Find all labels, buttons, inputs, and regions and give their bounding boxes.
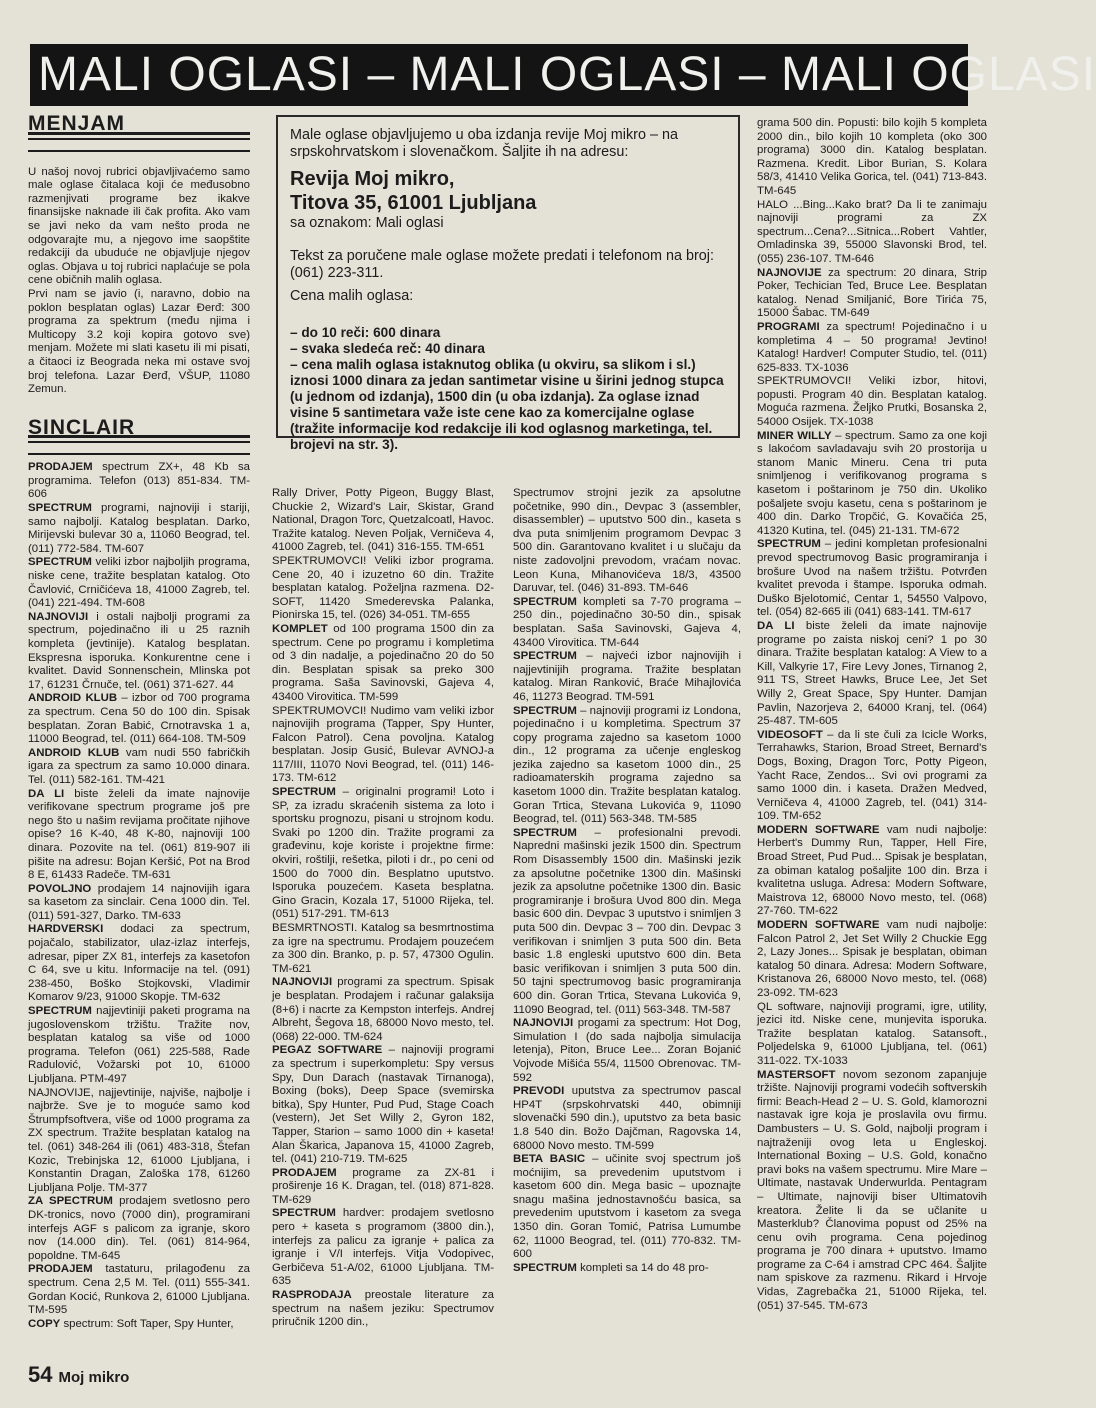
address-line-2: Titova 35, 61001 Ljubljana (290, 192, 537, 214)
classified-ad: RASPRODAJA preostale literature za spectrum na našem jeziku: Spectrumov priručnik 1200 din., (272, 1289, 494, 1329)
page-number: 54 (28, 1362, 53, 1387)
menjam-heading: MENJAM (28, 117, 250, 135)
sinclair-rules (28, 441, 250, 455)
classified-ad: SPECTRUM hardver: prodajem svetlosno pero + kaseta s programom (3800 din.), interfejs za palicu za igranje + palica za igranje i V/I interfejs. Vitja Vodopivec, Gerbičeva 51-A/02, 61000 Ljubljana. TM-635 (272, 1207, 494, 1288)
classified-ad: MODERN SOFTWARE vam nudi najbolje: Falcon Patrol 2, Jet Set Willy 2 Chuckie Egg 2, Lazy Jones... Spisak je besplatan, obiman katalog 50 dinara. Adresa: Modern Software, Kristanova 26, 68000 Novo mesto, tel. (068) 23-092. TM-623 (757, 919, 987, 999)
classified-ad: SPECTRUM kompleti sa 7-70 programa – 250 din., pojedinačno 30-50 din., spisak besplatan. Saša Savinovski, Gajeva 4, 43400 Virovitica. TM-644 (513, 595, 741, 649)
classified-ad: grama 500 din. Popusti: bilo kojih 5 kompleta 2000 din., bilo kojih 10 kompleta (oko 300 programa) 3000 din. Katalog besplatan. Razmena. Kredit. Libor Burian, S. Kolara 58/3, 41410 Velika Gorica, tel. (041) 713-843. TM-645 (757, 117, 987, 197)
classified-ad: BETA BASIC – učinite svoj spectrum još moćnijim, sa prevedenim uputstvom i kasetom 600 din. Mega basic – upoznajte snagu mašina jednostavnošću basica, sa prevedenim uputstvom i kasetom za svega 1350 din. Goran Tomić, Patrisa Lumumbe 62, 11000 Beograd, tel. (011) 770-832. TM-600 (513, 1153, 742, 1261)
price-line: – do 10 reči: 600 dinara (290, 325, 441, 340)
classified-ad: MODERN SOFTWARE vam nudi najbolje: Herbert's Dummy Run, Tapper, Hell Fire, Broad Street, Pud Pud... Spisak je besplatan, za obiman katalog pošaljite 100 din. Brza i kvalitetna usluga. Adresa: Modern Software, Maistrova 12, 68000 Novo mesto, tel. (068) 27-760. TM-622 (757, 823, 987, 918)
address-mark: sa oznakom: Mali oglasi (290, 215, 444, 231)
classified-ad: SPECTRUM – najveći izbor najnovijih i najjevtinijih programa. Tražite besplatan katalog. Miran Ranković, Braće Mihajlovića 46, 11273 Beograd. TM-591 (513, 650, 741, 703)
classified-ad: DA LI biste želeli da imate najnovije programe po zaista niskoj ceni? 1 po 30 dinara. Tražite besplatan katalog: A View to a Kill, Valkyrie 17, Fire Levy Jones, Tirnanog 2, 911 TS, Street Hawks, Bruce Lee, Jet Set Willy 2, Great Space, Spy Hunter. Damjan Pavlin, Nazorjeva 2, 64000 Kranj, tel. (064) 25-487. TM-605 (757, 619, 987, 728)
classified-ad: SPECTRUM – originalni programi! Loto i SP, za izradu skraćenih sistema za loto i sportsku prognozu, pisani u strojnom kodu. Svaki po 1200 din. Tražite programi za građevinu, koje koriste i projektne firme: okviri, roštilji, rešetka, piloti i dr., po ceni od 1500 do 7000 din. Besplatno uputstvo. Isporuka pouzećem. Kaseta besplatna. Gino Gracin, Kozala 17, 51000 Rijeka, tel. (051) 517-291. TM-613 (272, 786, 494, 921)
classified-ad: PRODAJEM tastaturu, prilagođenu za spectrum. Cena 2,5 M. Tel. (011) 555-341. Gordan Kocić, Runkova 2, 61000 Ljubljana. TM-595 (28, 1263, 250, 1317)
column-3 (513, 487, 741, 1357)
menjam-paragraph: U našoj novoj rubrici objavljivaćemo samo male oglase čitalaca koji će međusobno razmenjivati programe bez ikakve finansijske naknade ili čak profita. Ako vam se javi neko da vam nešto proda ne odgovarajte mu, a njegovo ime saopštite redakciji da ubuduće ne objavljuje njegov oglas. Objava u toj rubrici naplaćuje se pola cene običnih malih oglasa. (28, 165, 250, 287)
classified-ad: SPECTRUM – jedini kompletan profesionalni prevod spectrumovog Basic programiranja i brošure Uvod na našem tržištu. Potvrđen kvalitet prevoda i štampe. Isporuka odmah. Duško Bjelotomić, Centar 1, 54550 Valpovo, tel. (054) 82-665 ili (041) 683-141. TM-617 (757, 538, 987, 619)
sinclair-heading: SINCLAIR (28, 421, 250, 439)
classified-ad: HALO ...Bing...Kako brat? Da li te zanimaju najnoviji programi za ZX spectrum...Cena?...Sitnica...Robert Vahtler, Omladinska 39, 55000 Slavonski Brod, tel. (055) 236-107. TM-646 (757, 198, 987, 265)
classified-ad: NAJNOVIJE za spectrum: 20 dinara, Strip Poker, Techician Ted, Bruce Lee. Besplatan katalog. Nenad Smiljanić, Bore Tirića 75, 15000 Šabac. TM-649 (757, 266, 987, 320)
price-line: – svaka sledeća reč: 40 dinara (290, 341, 485, 356)
classified-ad: Spectrumov strojni jezik za apsolutne početnike, 990 din., Devpac 3 (assembler, disassembler) – uputstvo 500 din., kaseta s dva puta snimljenim programom Devpac 3 500 din. Garantovano kvalitet i u slučaju da niste zadovoljni prevodom, vraćam novac. Leon Kuna, Mihanovićeva 18/3, 43500 Daruvar, tel. (046) 31-893. TM-646 (513, 487, 741, 595)
classified-ad: PROGRAMI za spectrum! Pojedinačno i u kompletima 4 – 50 programa! Jevtino! Katalog! Hardver! Computer Studio, tel. (011) 625-833. TX-1036 (757, 320, 987, 374)
classified-ad: SPECTRUM veliki izbor najboljih programa, niske cene, tražite besplatan katalog. Oto Čavlović, Crničićeva 18, 41000 Zagreb, tel. (041) 221-494. TM-608 (28, 556, 250, 610)
menjam-paragraph: Prvi nam se javio (i, naravno, dobio na poklon besplatan oglas) Lazar Đerđ: 300 programa za spektrum (među njima i Multicopy 3.2 koji kopira gotovo sve) menjam. Možete mi slati kasetu ili mi pisati, a čitaoci iz Beograda neka mi ostave svoj broj telefona. Lazar Đerđ, VŠUP, 11080 Zemun. (28, 287, 250, 396)
classified-ad: PRODAJEM spectrum ZX+, 48 Kb sa programima. Telefon (013) 851-834. TM-606 (28, 461, 250, 501)
classified-ad: SPEKTRUMOVCI! Veliki izbor, hitovi, popusti. Program 40 din. Besplatan katalog. Moguća razmena. Željko Prutki, Bosanska 2, 54000 Osijek. TX-1038 (757, 375, 987, 429)
page-footer (28, 1362, 129, 1388)
page-banner: MALI OGLASI – MALI OGLASI – MALI OGLASI (30, 44, 968, 106)
classified-ad: PREVODI uputstva za spectrumov pascal HP4T (srpskohrvatski 440, obimniji slovenački 590 din.), uputstvo za beta basic 1.8 540 din. Božo Dajčman, Ragovska 14, 68000 Novo mesto. TM-599 (513, 1085, 741, 1152)
classified-ad: NAJNOVIJE, najjevtinije, najviše, najbolje i najbrže. Sve je to moguće samo kod Štrumpfsoftvera, više od 1000 programa za ZX spectrum. Tražite besplatan katalog na tel. (061) 348-264 ili (061) 483-318, Štefan Kozic, Trebinjska 12, 61000 Ljubljana, i Konstantin Dragan, Zaloška 178, 61260 Ljubljana Polje. TM-377 (28, 1086, 250, 1194)
info-box (276, 115, 740, 452)
magazine-name: Moj mikro (58, 1369, 130, 1386)
classified-ad: NAJNOVIJI programi za spectrum. Spisak je besplatan. Prodajem i računar galaksija (8+6) i nacrte za Kempston interfejs. Andrej Albreht, Šegova 18, 68000 Novo mesto, tel. (068) 22-000. TM-624 (272, 976, 494, 1043)
classified-ad: COPY spectrum: Soft Taper, Spy Hunter, (28, 1317, 234, 1330)
classified-ad: PEGAZ SOFTWARE – najnoviji programi za spectrum i superkompletu: Spy versus Spy, Dun Darach (nastavak Tirnanoga), Boxing (boks), Deep Space (svemirska bitka), Spy Hunter, Pud Pud, Stage Coach (vestern), Jet Set Willy 2, Gyron 182, Tapper, Starion – samo 1000 din + kaseta! Alan Škarica, Japanova 15, 41000 Zagreb, tel. (041) 210-719. TM-625 (272, 1044, 494, 1166)
classified-ad: HARDVERSKI dodaci za spectrum, pojačalo, stabilizator, ulaz-izlaz interfejs, adresar, piper ZX 81, interfejs za kasetofon C 64, sve u kitu. Informacije na tel. (091) 238-450, Boško Stojkovski, Vladimir Komarov 9/23, 91000 Skopje. TM-632 (28, 923, 250, 1004)
classified-ad: POVOLJNO prodajem 14 najnovijih igara sa kasetom za sinclair. Cena 1000 din. Tel. (011) 591-327, Darko. TM-633 (28, 882, 250, 922)
classified-ad: SPECTRUM najjevtiniji paketi programa na jugoslovenskom tržištu. Tražite nov, besplatan katalog sa više od 1000 programa. Telefon (061) 225-588, Rade Radulović, Vožarski pot 10, 61000 Ljubljana. PTM-497 (28, 1005, 250, 1085)
classified-ad: KOMPLET od 100 programa 1500 din za spectrum. Cene po programu i kompletima od 3 din nadalje, a pojedinačno 20 do 50 din. Besplatan spisak sa preko 300 programa. Saša Savinovski, Gajeva 4, 43400 Virovitica. TM-599 (272, 622, 494, 703)
classified-ad: MASTERSOFT novom sezonom zapanjuje tržište. Najnoviji programi vodećih softverskih firmi: Beach-Head 2 – U. S. Gold, klamorozni nastavak igre koja je proslavila ovu firmu. Dambusters – U. S. Gold, najbolji program i najtraženiji ovog leta u Engleskoj. International Boxing – U.S. Gold, konačno pravi boks na vašem spectrumu. Mire Mare – Ultimate, nastavak Underwurlda. Pentagram – Ultimate, najnoviji biser Ultimatovih kreatora. Želite li da se učlanite u Masterklub? Članovima popust od 25% na cenu ovih programa. Cena pojedinog programa je 700 dinara + uputstvo. Imamo programe za C-64 i amstrad CPC 464. Šaljite nam spiskove za razmenu. Rikard i Hrvoje Vidas, Zagrebačka 21, 51000 Rijeka, tel. (051) 37-545. TM-673 (757, 1068, 987, 1312)
classified-ad: QL software, najnoviji programi, igre, utility, jezici itd. Niske cene, munjevita isporuka. Tražite besplatan katalog. Satansoft., Poljedelska 9, 61000 Ljubljana, tel. (061) 311-022. TX-1033 (757, 1000, 987, 1067)
menjam-rules (28, 138, 250, 152)
classified-ad: NAJNOVIJI i ostali najbolji programi za spectrum, pojedinačno ili u 25 raznih kompleta (jevtinije). Katalog besplatan. Ekspresna isporuka. Konkurentne cene i kvalitet. David Sonnenschein, Mlinska pot 17, 61231 Črnuče, tel. (061) 371-627. 44 (28, 610, 250, 691)
classified-ad: BESMRTNOSTI. Katalog sa besmrtnostima za igre na spectrumu. Prodajem pouzećem za 300 din. Branko, p. p. 57, 47300 Ogulin. TM-621 (272, 922, 494, 975)
classified-ad: VIDEOSOFT – da li ste čuli za Icicle Works, Terrahawks, Starion, Broad Street, Bernard's Dogs, Boxing, Dragon Torc, Potty Pigeon, Yacht Race, Zendos... Svi ovi programi za samo 1000 din. i kaseta. Dražen Medved, Verničeva 4, 41000 Zagreb, tel. (041) 314-109. TM-652 (757, 728, 987, 823)
classified-ad: SPEKTRUMOVCI! Veliki izbor programa. Cene 20, 40 i izuzetno 60 din. Tražite besplatan katalog. Poželjna razmena. D2-SOFT, 11420 Smederevska Palanka, Pionirska 15, tel. (026) 34-051. TM-655 (272, 554, 494, 622)
classified-ad: SPECTRUM – najnoviji programi iz Londona, pojedinačno i u kompletima. Spectrum 37 copy programa zajedno sa kasetom 1000 din., 12 programa za učenje engleskog jezika zajedno sa kasetom 1000 din., 25 radioamaterskih programa zajedno sa kasetom 1000 din. Tražite besplatan katalog. Goran Trtica, Stevana Lukovića 9, 11090 Beograd, tel. (011) 563-348. TM-585 (513, 704, 741, 826)
classified-ad: Rally Driver, Potty Pigeon, Buggy Blast, Chuckie 2, Wizard's Lair, Skistar, Grand National, Dragon Torc, Quetzalcoatl, Havoc. Tražite katalog. Neven Poljak, Verničeva 4, 41000 Zagreb, tel. (041) 316-155. TM-651 (272, 487, 494, 554)
classified-ad: PRODAJEM programe za ZX-81 i proširenje 16 K. Dragan, tel. (018) 871-828. TM-629 (272, 1166, 494, 1206)
classified-ad: SPECTRUM programi, najnoviji i stariji, samo najbolji. Katalog besplatan. Darko, Mirijevski bulevar 30 a, 11060 Beograd, tel. (011) 772-584. TM-607 (28, 502, 250, 555)
phone-info: Tekst za poručene male oglase možete predati i telefonom na broj: (061) 223-311. (290, 248, 714, 281)
classified-ad: SPEKTRUMOVCI! Nudimo vam veliki izbor najnovijih programa (Tapper, Spy Hunter, Falcon Patrol). Cena povoljna. Katalog besplatan. Josip Gusić, Bulevar AVNOJ-a 117/III, 11070 Novi Beograd, tel. (011) 146-173. TM-612 (272, 704, 494, 785)
classified-ad: ANDROID KLUB – izbor od 700 programa za spectrum. Cena 50 do 100 din. Spisak besplatan. Zoran Babić, Crnotravska 1 a, 11000 Beograd, tel. (011) 664-108. TM-509 (28, 692, 250, 746)
address-line-1: Revija Moj mikro, (290, 168, 455, 190)
classified-ad: SPECTRUM kompleti sa 14 do 48 pro- (513, 1261, 709, 1274)
column-1 (28, 112, 250, 1357)
ad-list (28, 461, 250, 1331)
info-intro: Male oglase objavljujemo u oba izdanja revije Moj mikro – na srpskohrvatskom i slovenačkom. Šaljite ih na adresu: (290, 127, 678, 160)
classified-ad: DA LI biste želeli da imate najnovije verifikovane spectrum programe još pre nego što u našim revijama pročitate njihove opise? 16 K-40, 48 K-80, najnoviji 100 dinara. Pozovite na tel. (061) 819-907 ili pišite na adresu: Bojan Keršić, Pot na Brod 8 E, 61433 Radeče. TM-631 (28, 787, 250, 882)
column-2 (272, 487, 494, 1357)
classified-ad: SPECTRUM – profesionalni prevodi. Napredni mašinski jezik 1500 din. Spectrum Rom Disassembly 1500 din. Mašinski jezik za apsolutne početnike 1300 din. Mašinski jezik za apsolutne početnike 1300 din. Basic programiranje i brošura Uvod 800 din. Mega basic 600 din. Devpac 3 uputstvo i snimljen 3 puta 500 din. Devpac 3 – 700 din. Devpac 3 verifikovan i snimljen 3 puta 500 din. Beta basic 1.8 engleski uputstvo 600 din. Beta basic verifikovan i snimljen 3 puta 500 din. 50 tajni spectrumovog basic programiranja 600 din. Goran Trtica, Stevana Lukovića 9, 11090 Beograd, tel. (011) 563-348. TM-587 (513, 826, 741, 1016)
classified-ad: NAJNOVIJI progami za spectrum: Hot Dog, Simulation I (do sada najbolja simulacija letenja), Piton, Bruce Lee... Zoran Bojanić Vojvode Mišića 55/4, 11500 Obrenovac. TM-592 (513, 1017, 741, 1084)
classified-ad: MINER WILLY – spectrum. Samo za one koji s lakoćom savladavaju svih 20 prostorija u stanom Manic Mineru. Cena tri puta snimljenog i verifikovanog programa s kasetom i poštarinom je 750 din. Ukoliko pošaljete svoju kasetu, cena s poštarinom je 400 din. Darko Tropčić, G. Kovačića 25, 41320 Kutina, tel. (045) 21-131. TM-672 (757, 429, 988, 537)
price-heading: Cena malih oglasa: (290, 288, 414, 304)
classified-ad: ANDROID KLUB vam nudi 550 fabričkih igara za spectrum za samo 10.000 dinara. Tel. (011) 582-161. TM-421 (28, 746, 250, 786)
column-4 (757, 117, 987, 1357)
classified-ad: ZA SPECTRUM prodajem svetlosno pero DK-tronics, novo (7000 din), programirani interfejs AGF s palicom za igranje, skoro nov (14.000 din). Tel. (061) 814-964, popoldne. TM-645 (28, 1195, 250, 1262)
price-line: – cena malih oglasa istaknutog oblika (u okviru, sa slikom i sl.) iznosi 1000 dinara za jedan santimetar visine u širini jednog stupca (u jednom od izdanja), 1500 din (u oba izdanja). Za oglase iznad visine 5 santimetara važe iste cene kao za komercijalne oglase (tražite informacije kod redakcije ili kod oglasnog marketinga, tel. brojevi na str. 3). (290, 357, 724, 452)
